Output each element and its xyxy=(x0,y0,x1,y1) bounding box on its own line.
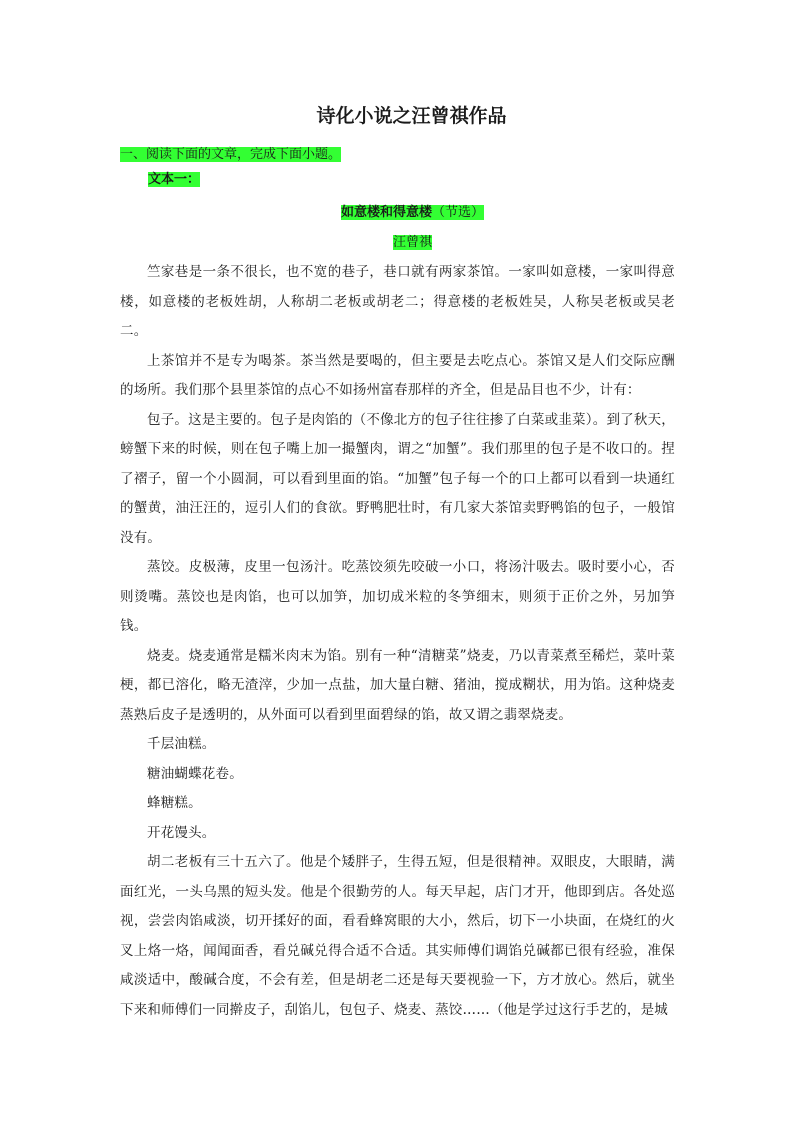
list-item: 开花馒头。 xyxy=(147,824,216,841)
question-instruction xyxy=(120,145,675,167)
paragraph: 竺家巷是一条不很长，也不宽的巷子，巷口就有两家茶馆。一家叫如意楼，一家叫得意楼，如意楼的老板姓胡，人称胡二老板或胡老二；得意楼的老板姓吴，人称吴老板或吴老二。 xyxy=(120,264,675,339)
article-title xyxy=(120,198,675,228)
question-instruction-text: 一、阅读下面的文章，完成下面小题。 xyxy=(120,147,342,162)
paragraph-last: 胡二老板有三十五六了。他是个矮胖子，生得五短，但是很精神。双眼皮，大眼睛，满面红光，一头乌黑的短头发。他是个很勤劳的人。每天早起，店门才开，他即到店。各处巡视，尝尝肉馅咸淡，切开揉好的面，看看蜂窝眼的大小，然后，切下一小块面，在烧红的火叉上烙一烙，闻闻面香，看兑碱兑得合适不合适。其实师傅们调馅兑碱都已很有经验，准保咸淡适中，酸碱合度，不会有差，但是胡老二还是每天要视验一下，方才放心。然后，就坐下来和师傅们一同擀皮子，刮馅儿，包包子、烧麦、蒸饺……（他是学过这行手艺的，是城 xyxy=(120,854,675,1018)
list-item: 蜂糖糕。 xyxy=(147,795,202,811)
list-item: 糖油蝴蝶花卷。 xyxy=(147,765,243,782)
article-author xyxy=(120,228,675,258)
article-title-text: 如意楼和得意楼 xyxy=(340,205,432,220)
paragraph: 包子。这是主要的。包子是肉馅的（不像北方的包子往往掺了白菜或韭菜）。到了秋天，螃蟹下来的时候，则在包子嘴上加一撮蟹肉，谓之“加蟹”。我们那里的包子是不收口的。捏了褶子，留一个小圆洞，可以看到里面的馅。“加蟹”包子每一个的口上都可以看到一块通红的蟹黄，油汪汪的，逗引人们的食欲。野鸭肥壮时，有几家大茶馆卖野鸭馅的包子，一般馆没有。 xyxy=(120,411,675,546)
document-title: 诗化小说之汪曾祺作品 xyxy=(316,105,507,127)
paragraph: 烧麦。烧麦通常是糯米肉末为馅。别有一种“清糖菜”烧麦，乃以青菜煮至稀烂，菜叶菜梗，都已溶化，略无渣滓，少加一点盐，加大量白糖、猪油，搅成糊状，用为馅。这种烧麦蒸熟后皮子是透明的，从外面可以看到里面碧绿的馅，故又谓之翡翠烧麦。 xyxy=(120,647,675,723)
article-body xyxy=(120,258,675,1025)
article-author-text: 汪曾祺 xyxy=(392,235,432,250)
paragraph: 蒸饺。皮极薄，皮里一包汤汁。吃蒸饺须先咬破一小口，将汤汁吸去。吸时要小心，否则烫嘴。蒸饺也是肉馅，也可以加笋，加切成米粒的冬笋细末，则须于正价之外，另加笋钱。 xyxy=(120,559,675,634)
list-item: 千层油糕。 xyxy=(147,736,216,752)
text-label xyxy=(120,170,675,198)
article-title-highlight xyxy=(341,205,484,220)
text-label-text: 文本一： xyxy=(148,172,201,187)
document-page xyxy=(120,100,675,1025)
article-note: （节选） xyxy=(432,205,485,220)
paragraph: 上茶馆并不是专为喝茶。茶当然是要喝的，但主要是去吃点心。茶馆又是人们交际应酬的场所。我们那个县里茶馆的点心不如扬州富春那样的齐全，但是品目也不少，计有： xyxy=(120,352,675,398)
